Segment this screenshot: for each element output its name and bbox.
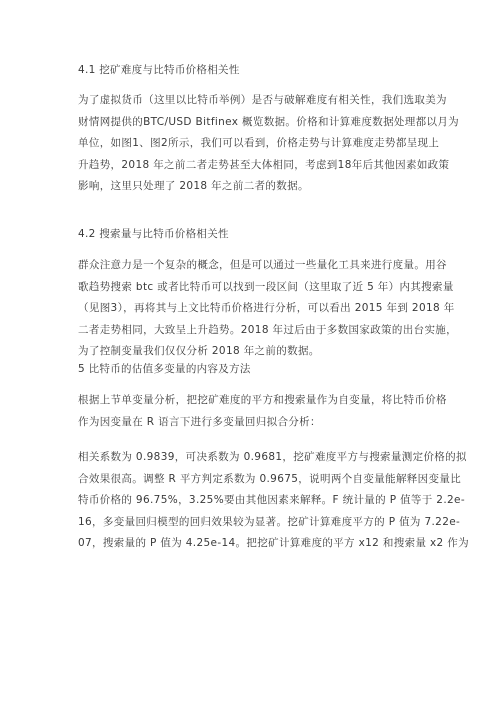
paragraph-line: 根据上节单变量分析，把挖矿难度的平方和搜索量作为自变量，将比特币价格 xyxy=(78,394,447,406)
paragraph-line: 二者走势相同，大致呈上升趋势。2018 年过后由于多数国家政策的出台实施， xyxy=(78,323,458,336)
paragraph-4-1 xyxy=(78,90,460,198)
paragraph-5-results xyxy=(78,447,469,555)
paragraph-line: 升趋势，2018 年之前二者走势甚至大体相同，考虑到18年后其他因素如政策 xyxy=(78,158,450,171)
paragraph-line: 财情网提供的BTC/USD Bitfinex 概览数据。价格和计算难度数据处理都以月为 xyxy=(78,115,460,128)
paragraph-line: 作为因变量在 R 语言下进行多变量回归拟合分析： xyxy=(78,415,321,428)
paragraph-line: 16，多变量回归模型的回归效果较为显著。挖矿计算难度平方的 P 值为 7.22e- xyxy=(78,515,461,528)
paragraph-line: 歌趋势搜索 btc 或者比特币可以找到一段区间（这里取了近 5 年）内其搜索量 xyxy=(78,280,454,293)
section-heading-4-2: 4.2 搜索量与比特币价格相关性 xyxy=(78,228,229,240)
paragraph-line: （见图3），再将其与上文比特币价格进行分析，可以看出 2015 年到 2018 年 xyxy=(78,302,455,314)
paragraph-line: 群众注意力是一个复杂的概念，但是可以通过一些量化工具来进行度量。用谷 xyxy=(78,259,447,271)
paragraph-line: 影响，这里只处理了 2018 年之前二者的数据。 xyxy=(78,180,309,192)
section-heading-4-1: 4.1 挖矿难度与比特币价格相关性 xyxy=(78,64,240,76)
paragraph-4-2 xyxy=(78,255,458,363)
paragraph-line: 合效果很高。调整 R 平方判定系数为 0.9675，说明两个自变量能解释因变量比 xyxy=(78,472,462,485)
paragraph-line: 单位，如图1、图2所示，我们可以看到，价格走势与计算难度走势都呈现上 xyxy=(78,137,440,149)
paragraph-line: 为了控制变量我们仅仅分析 2018 年之前的数据。 xyxy=(78,345,320,357)
paragraph-line: 特币价格的 96.75%，3.25%要由其他因素来解释。F 统计量的 P 值等于 2.2e- xyxy=(78,494,465,506)
paragraph-line: 07，搜索量的 P 值为 4.25e-14。把挖矿计算难度的平方 x12 和搜索量 x2 作为 xyxy=(78,537,469,549)
paragraph-line: 相关系数为 0.9839，可决系数为 0.9681，挖矿难度平方与搜索量测定价格的拟 xyxy=(78,451,467,463)
section-heading-5: 5 比特币的估值多变量的内容及方法 xyxy=(78,363,251,375)
paragraph-5-intro xyxy=(78,390,447,433)
paragraph-line: 为了虚拟货币（这里以比特币举例）是否与破解难度有相关性，我们选取美为 xyxy=(78,94,447,106)
